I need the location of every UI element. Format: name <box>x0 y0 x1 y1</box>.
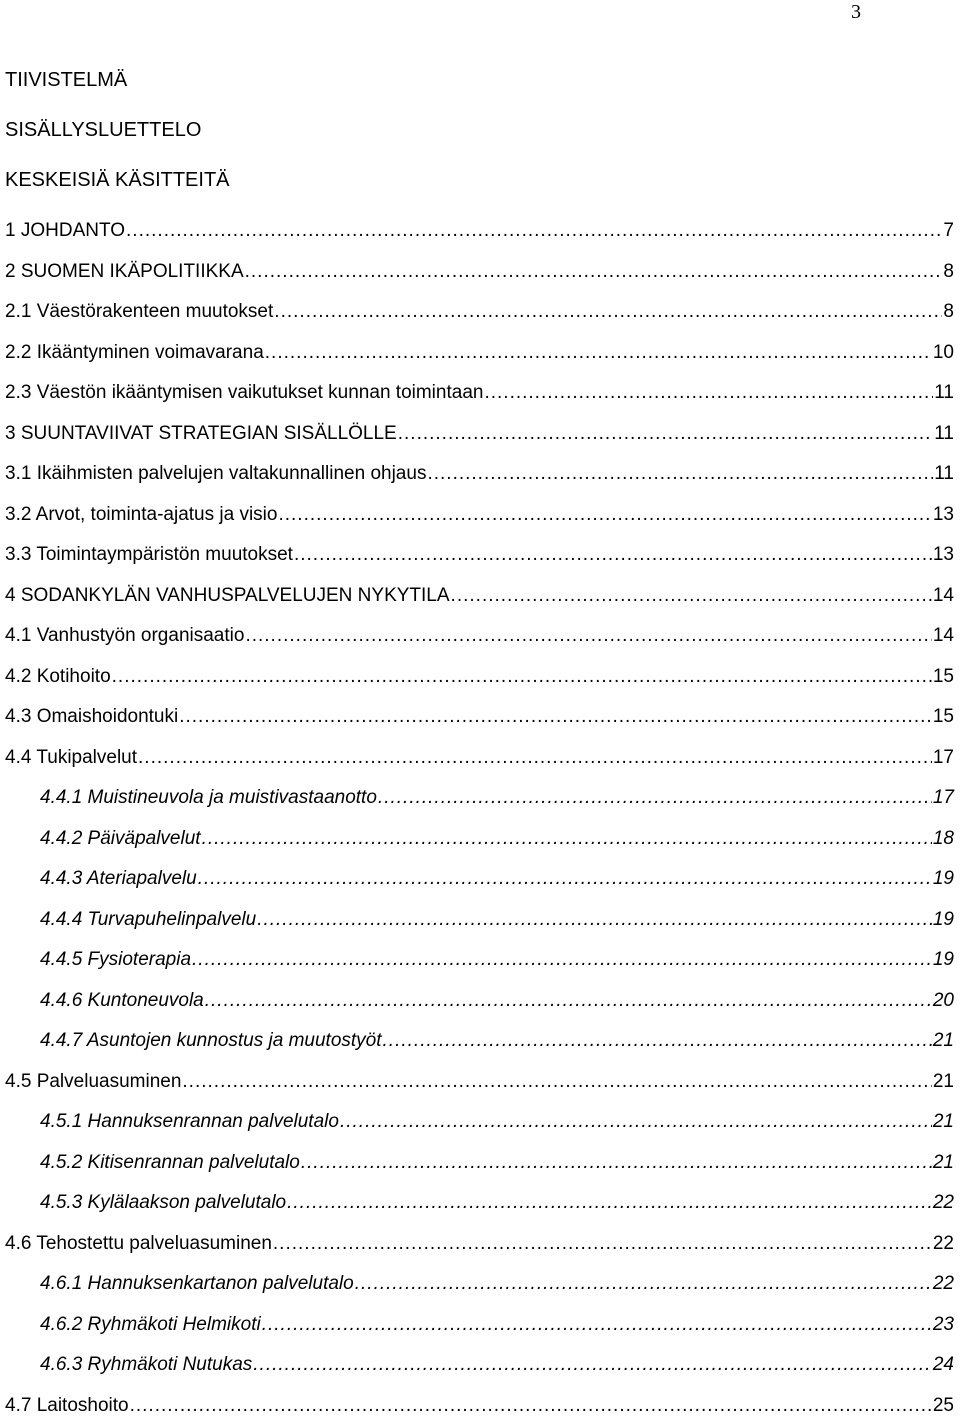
toc-entry-label: 2 SUOMEN IKÄPOLITIIKKA <box>5 261 244 282</box>
toc-entry[interactable] <box>5 381 954 405</box>
toc-entry-page: 21 <box>932 1030 954 1051</box>
toc-leader-dots <box>274 300 942 324</box>
toc-entry-page: 8 <box>943 261 954 282</box>
toc-leader-dots <box>202 827 932 851</box>
toc-leader-dots <box>245 624 931 648</box>
toc-entry-label: 4.6 Tehostettu palveluasuminen <box>5 1233 272 1254</box>
toc-entry-label: 4.4.7 Asuntojen kunnostus ja muutostyöt <box>40 1030 382 1051</box>
toc-entry[interactable] <box>40 1353 954 1377</box>
toc-entry-page: 19 <box>932 909 954 930</box>
toc-leader-dots <box>301 1151 932 1175</box>
toc-entry[interactable] <box>5 300 954 324</box>
toc-entry-label: 4.4.3 Ateriapalvelu <box>40 868 197 889</box>
toc-entry-page: 11 <box>934 463 954 484</box>
toc-entry-label: 4.1 Vanhustyön organisaatio <box>5 625 245 646</box>
toc-leader-dots <box>130 1394 932 1418</box>
toc-entry-page: 13 <box>932 504 954 525</box>
toc-entry-page: 17 <box>932 787 954 808</box>
toc-leader-dots <box>205 989 932 1013</box>
toc-entry-page: 20 <box>932 990 954 1011</box>
toc-entry-page: 22 <box>932 1192 954 1213</box>
toc-entry[interactable] <box>40 1029 954 1053</box>
toc-leader-dots <box>340 1110 932 1134</box>
front-matter-sisallysluettelo: SISÄLLYSLUETTELO <box>5 119 202 141</box>
toc-entry-label: 2.3 Väestön ikääntymisen vaikutukset kunnan toimintaan <box>5 382 484 403</box>
toc-entry-label: 4.4.6 Kuntoneuvola <box>40 990 204 1011</box>
front-matter-tiivistelma: TIIVISTELMÄ <box>5 69 128 91</box>
toc-entry-page: 15 <box>932 666 954 687</box>
toc-leader-dots <box>182 1070 931 1094</box>
toc-entry-label: 3.1 Ikäihmisten palvelujen valtakunnallinen ohjaus <box>5 463 427 484</box>
toc-entry[interactable] <box>5 422 954 446</box>
toc-entry-page: 22 <box>932 1233 954 1254</box>
toc-entry-label: 3 SUUNTAVIIVAT STRATEGIAN SISÄLLÖLLE <box>5 423 397 444</box>
toc-entry-page: 15 <box>932 706 954 727</box>
toc-leader-dots <box>192 948 932 972</box>
toc-leader-dots <box>245 260 943 284</box>
toc-leader-dots <box>451 584 932 608</box>
toc-entry[interactable] <box>5 341 954 365</box>
toc-entry[interactable] <box>40 827 954 851</box>
toc-entry[interactable] <box>5 705 954 729</box>
toc-entry-page: 24 <box>932 1354 954 1375</box>
toc-entry[interactable] <box>5 462 954 486</box>
toc-entry-page: 22 <box>932 1273 954 1294</box>
toc-leader-dots <box>278 503 931 527</box>
toc-entry[interactable] <box>5 746 954 770</box>
toc-entry-page: 8 <box>943 301 954 322</box>
toc-leader-dots <box>427 462 933 486</box>
toc-entry-label: 4.6.2 Ryhmäkoti Helmikoti <box>40 1314 261 1335</box>
toc-entry-label: 2.1 Väestörakenteen muutokset <box>5 301 274 322</box>
toc-entry[interactable] <box>40 1191 954 1215</box>
toc-entry-page: 17 <box>932 747 954 768</box>
toc-entry-page: 14 <box>932 585 954 606</box>
toc-entry-label: 4.4.4 Turvapuhelinpalvelu <box>40 909 257 930</box>
toc-entry-page: 21 <box>932 1111 954 1132</box>
toc-entry-label: 4.5 Palveluasuminen <box>5 1071 182 1092</box>
toc-entry-label: 4.5.2 Kitisenrannan palvelutalo <box>40 1152 300 1173</box>
toc-entry-label: 4.4 Tukipalvelut <box>5 747 138 768</box>
toc-entry-label: 4.6.1 Hannuksenkartanon palvelutalo <box>40 1273 354 1294</box>
toc-entry-label: 4.3 Omaishoidontuki <box>5 706 179 727</box>
toc-entry-label: 4.5.3 Kylälaakson palvelutalo <box>40 1192 287 1213</box>
toc-entry-page: 11 <box>934 423 954 444</box>
toc-entry-label: 4.4.5 Fysioterapia <box>40 949 192 970</box>
toc-entry[interactable] <box>40 786 954 810</box>
toc-entry-label: 4.6.3 Ryhmäkoti Nutukas <box>40 1354 253 1375</box>
toc-entry-label: 4.7 Laitoshoito <box>5 1395 129 1416</box>
toc-entry[interactable] <box>40 989 954 1013</box>
page-number: 3 <box>851 1 861 23</box>
toc-entry[interactable] <box>40 948 954 972</box>
toc-entry[interactable] <box>40 1110 954 1134</box>
toc-entry[interactable] <box>5 584 954 608</box>
toc-entry-label: 4.4.2 Päiväpalvelut <box>40 828 201 849</box>
toc-entry-page: 11 <box>934 382 954 403</box>
toc-entry-label: 4 SODANKYLÄN VANHUSPALVELUJEN NYKYTILA <box>5 585 450 606</box>
toc-leader-dots <box>253 1353 932 1377</box>
toc-entry-page: 21 <box>932 1152 954 1173</box>
toc-leader-dots <box>287 1191 932 1215</box>
toc-entry[interactable] <box>5 665 954 689</box>
toc-leader-dots <box>138 746 932 770</box>
toc-entry-page: 23 <box>932 1314 954 1335</box>
toc-entry-page: 21 <box>932 1071 954 1092</box>
toc-leader-dots <box>398 422 934 446</box>
toc-entry-label: 1 JOHDANTO <box>5 220 126 241</box>
toc-leader-dots <box>265 341 932 365</box>
toc-leader-dots <box>484 381 933 405</box>
toc-leader-dots <box>198 867 932 891</box>
toc-entry[interactable] <box>5 503 954 527</box>
toc-entry-page: 18 <box>932 828 954 849</box>
toc-entry-page: 7 <box>943 220 954 241</box>
toc-entry[interactable] <box>5 624 954 648</box>
toc-entry-page: 14 <box>932 625 954 646</box>
toc-entry-label: 4.5.1 Hannuksenrannan palvelutalo <box>40 1111 339 1132</box>
toc-entry-page: 13 <box>932 544 954 565</box>
toc-entry[interactable] <box>40 867 954 891</box>
toc-entry-label: 4.2 Kotihoito <box>5 666 111 687</box>
toc-leader-dots <box>383 1029 932 1053</box>
toc-leader-dots <box>257 908 932 932</box>
toc-entry[interactable] <box>5 1070 954 1094</box>
toc-entry[interactable] <box>5 260 954 284</box>
toc-entry[interactable] <box>5 219 954 243</box>
toc-entry-page: 19 <box>932 868 954 889</box>
toc-entry[interactable] <box>5 1232 954 1256</box>
toc-entry[interactable] <box>40 1313 954 1337</box>
toc-entry[interactable] <box>40 1272 954 1296</box>
toc-entry-page: 25 <box>932 1395 954 1416</box>
toc-leader-dots <box>355 1272 932 1296</box>
toc-entry[interactable] <box>5 543 954 567</box>
toc-leader-dots <box>378 786 932 810</box>
front-matter-keskeisia-kasitteita: KESKEISIÄ KÄSITTEITÄ <box>5 169 230 191</box>
toc-leader-dots <box>294 543 932 567</box>
toc-entry-label: 4.4.1 Muistineuvola ja muistivastaanotto <box>40 787 377 808</box>
toc-entry-label: 3.2 Arvot, toiminta-ajatus ja visio <box>5 504 278 525</box>
toc-leader-dots <box>112 665 932 689</box>
toc-entry-label: 2.2 Ikääntyminen voimavarana <box>5 342 264 363</box>
toc-entry[interactable] <box>40 908 954 932</box>
toc-leader-dots <box>273 1232 932 1256</box>
toc-entry[interactable] <box>40 1151 954 1175</box>
toc-entry[interactable] <box>5 1394 954 1418</box>
toc-leader-dots <box>126 219 942 243</box>
toc-entry-page: 10 <box>932 342 954 363</box>
toc-entry-page: 19 <box>932 949 954 970</box>
toc-leader-dots <box>262 1313 932 1337</box>
toc-entry-label: 3.3 Toimintaympäristön muutokset <box>5 544 293 565</box>
toc-leader-dots <box>179 705 932 729</box>
